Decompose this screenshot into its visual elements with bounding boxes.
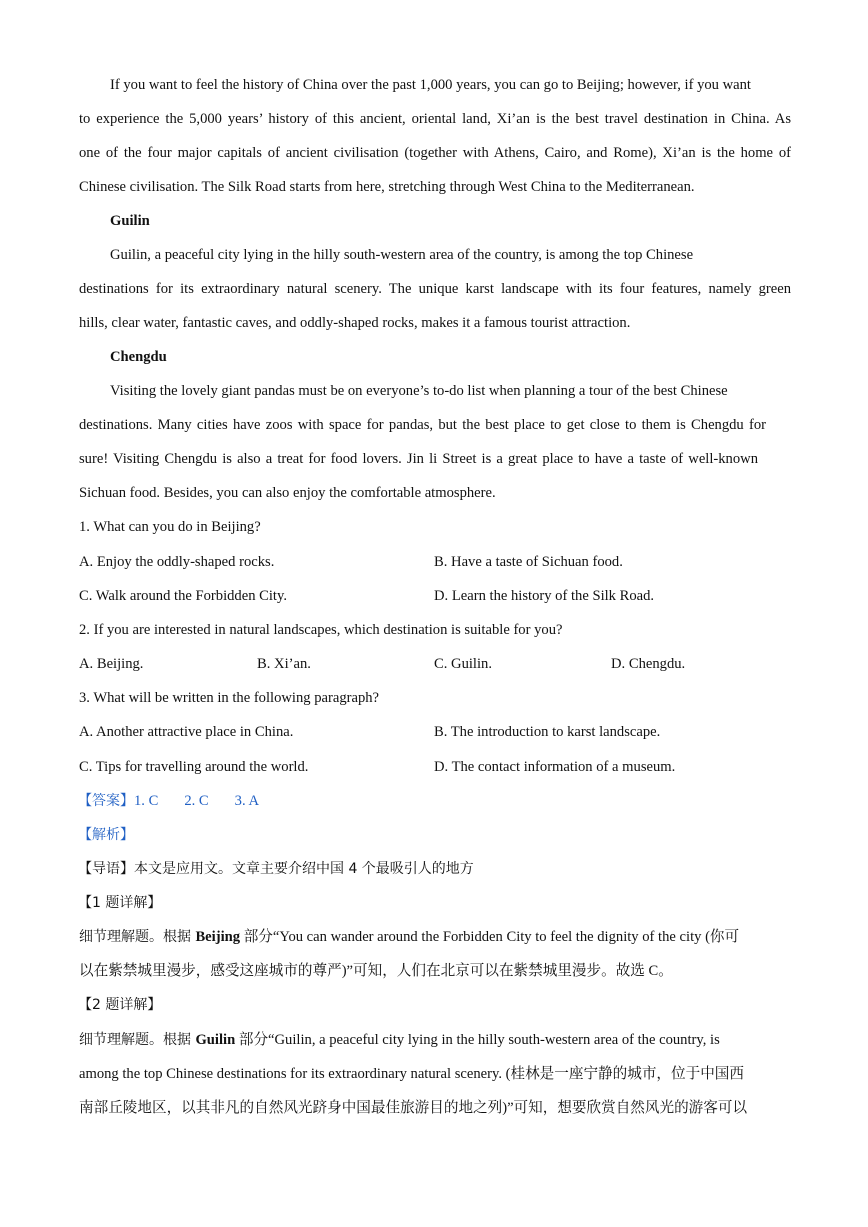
question-option: C. Walk around the Forbidden City. [79,588,287,604]
question-option: B. Xi’an. [257,656,311,672]
analysis-label: 【解析】 [78,827,134,843]
question-option: B. The introduction to karst landscape. [434,724,661,740]
question-option: D. Chengdu. [611,656,686,672]
passage-line: Chinese civilisation. The Silk Road starts from here, stretching through West China to the Mediterranean. [79,179,695,195]
passage-line: destinations. Many cities have zoos with space for pandas, but the best place to get close to them is Chengdu for [79,417,766,433]
question-stem: 3. What will be written in the following paragraph? [79,690,380,706]
question-option: A. Enjoy the oddly-shaped rocks. [79,554,275,570]
detail2-line: among the top Chinese destinations for its extraordinary natural scenery. (桂林是一座宁静的城市，位于中国西 [79,1066,744,1082]
passage-line: Visiting the lovely giant pandas must be on everyone’s to-do list when planning a tour of the best Chinese [110,383,728,399]
section-heading-guilin: Guilin [110,213,150,229]
detail2-line: 南部丘陵地区，以其非凡的自然风光跻身中国最佳旅游目的地之列)”可知，想要欣赏自然风光的游客可以 [79,1100,748,1116]
detail1-line: 以在紫禁城里漫步，感受这座城市的尊严)”可知，人们在北京可以在紫禁城里漫步。故选 C。 [79,963,673,979]
question-stem: 2. If you are interested in natural landscapes, which destination is suitable for you? [79,622,563,638]
guide-text: 本文是应用文。文章主要介绍中国 4 个最吸引人的地方 [134,861,474,877]
question-option: A. Beijing. [79,656,144,672]
question-option: B. Have a taste of Sichuan food. [434,554,623,570]
detail1-keyword: Beijing [195,929,241,945]
detail1-label: 【1 题详解】 [78,895,162,911]
detail1-text: 细节理解题。根据 [79,929,196,945]
guide-label: 【导语】 [78,861,134,877]
detail2-text: 细节理解题。根据 [79,1032,196,1048]
detail2-label: 【2 题详解】 [78,997,162,1013]
passage-line: to experience the 5,000 years’ history of this ancient, oriental land, Xi’an is the best travel destination in China. As [79,111,791,127]
guide-line [78,858,790,880]
question-option: A. Another attractive place in China. [79,724,294,740]
question-option: C. Tips for travelling around the world. [79,759,309,775]
passage-line: destinations for its extraordinary natural scenery. The unique karst landscape with its four features, namely green [79,281,791,297]
passage-line: sure! Visiting Chengdu is also a treat for food lovers. Jin li Street is a great place to have a taste of well-known [79,451,758,467]
section-heading-chengdu: Chengdu [110,349,167,365]
answer-item: 2. C [184,793,209,809]
answer-item: 3. A [234,793,259,809]
answer-item: 1. C [134,793,159,809]
detail2-line [79,1029,791,1051]
question-option: D. Learn the history of the Silk Road. [434,588,655,604]
detail2-keyword: Guilin [195,1032,236,1048]
detail1-text: 部分“You can wander around the Forbidden City to feel the dignity of the city (你可 [240,929,740,945]
answer-line [78,790,790,812]
passage-line: If you want to feel the history of China over the past 1,000 years, you can go to Beijing; however, if you want [110,77,751,93]
question-option: C. Guilin. [434,656,492,672]
passage-line: one of the four major capitals of ancient civilisation (together with Athens, Cairo, and Rome), Xi’an is the home of [79,145,791,161]
passage-line: hills, clear water, fantastic caves, and oddly-shaped rocks, makes it a famous tourist attraction. [79,315,631,331]
question-option: D. The contact information of a museum. [434,759,676,775]
answer-label: 【答案】 [78,793,134,809]
passage-line: Sichuan food. Besides, you can also enjoy the comfortable atmosphere. [79,485,496,501]
passage-line: Guilin, a peaceful city lying in the hilly south-western area of the country, is among the top Chinese [110,247,694,263]
detail1-line [79,926,791,948]
question-stem: 1. What can you do in Beijing? [79,519,261,535]
detail2-text: 部分“Guilin, a peaceful city lying in the hilly south-western area of the country, is [235,1032,720,1048]
